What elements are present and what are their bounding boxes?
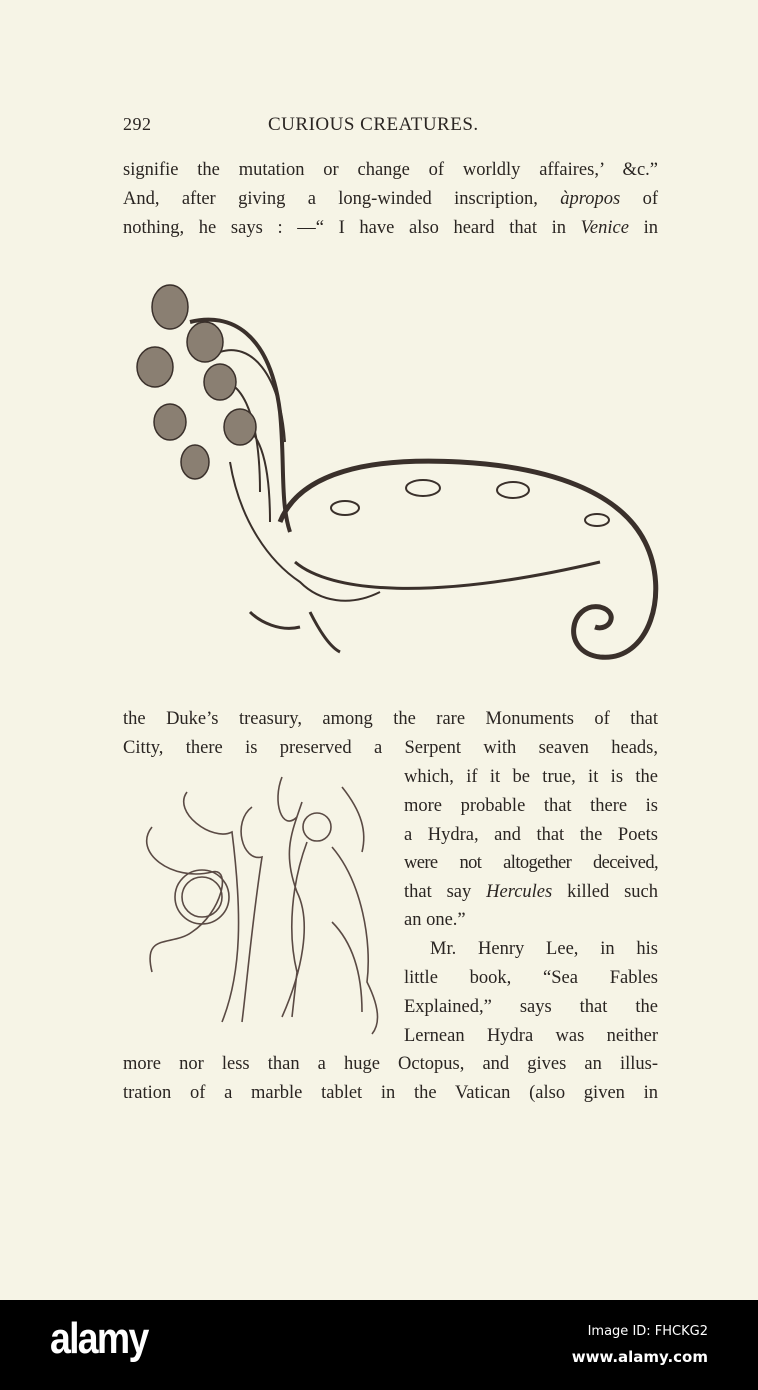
text-line: an one.” — [404, 910, 466, 930]
alamy-logo: alamy — [50, 1314, 148, 1363]
page-number: 292 — [123, 114, 152, 134]
seven-headed-serpent-illustration — [130, 262, 665, 672]
hercules-and-hydra-illustration — [132, 772, 397, 1042]
text-line: that say Hercules killed such — [404, 882, 658, 902]
text-line: were not altogether deceived, — [404, 853, 658, 873]
text-line: signifie the mutation or change of worldly affaires,’ &c.” — [123, 160, 658, 180]
text-line: which, if it be true, it is the — [404, 767, 658, 787]
text-line: And, after giving a long-winded inscription, àpropos of — [123, 189, 658, 209]
running-title: CURIOUS CREATURES. — [268, 114, 479, 135]
text-line: Mr. Henry Lee, in his — [430, 939, 658, 959]
watermark-footer — [0, 1300, 758, 1390]
text-line: the Duke’s treasury, among the rare Monuments of that — [123, 709, 658, 729]
text-line: a Hydra, and that the Poets — [404, 825, 658, 845]
text-line: Citty, there is preserved a Serpent with seaven heads, — [123, 738, 658, 758]
text-line: little book, “Sea Fables — [404, 968, 658, 988]
text-line: tration of a marble tablet in the Vatican (also given in — [123, 1083, 658, 1103]
text-line: Lernean Hydra was neither — [404, 1026, 658, 1046]
text-line: more nor less than a huge Octopus, and gives an illus- — [123, 1054, 658, 1074]
text-line: nothing, he says : —“ I have also heard that in Venice in — [123, 218, 659, 238]
image-id: Image ID: FHCKG2 — [587, 1324, 708, 1339]
text-line: Explained,” says that the — [404, 997, 658, 1017]
site-url: www.alamy.com — [571, 1348, 708, 1366]
text-line: more probable that there is — [404, 796, 658, 816]
